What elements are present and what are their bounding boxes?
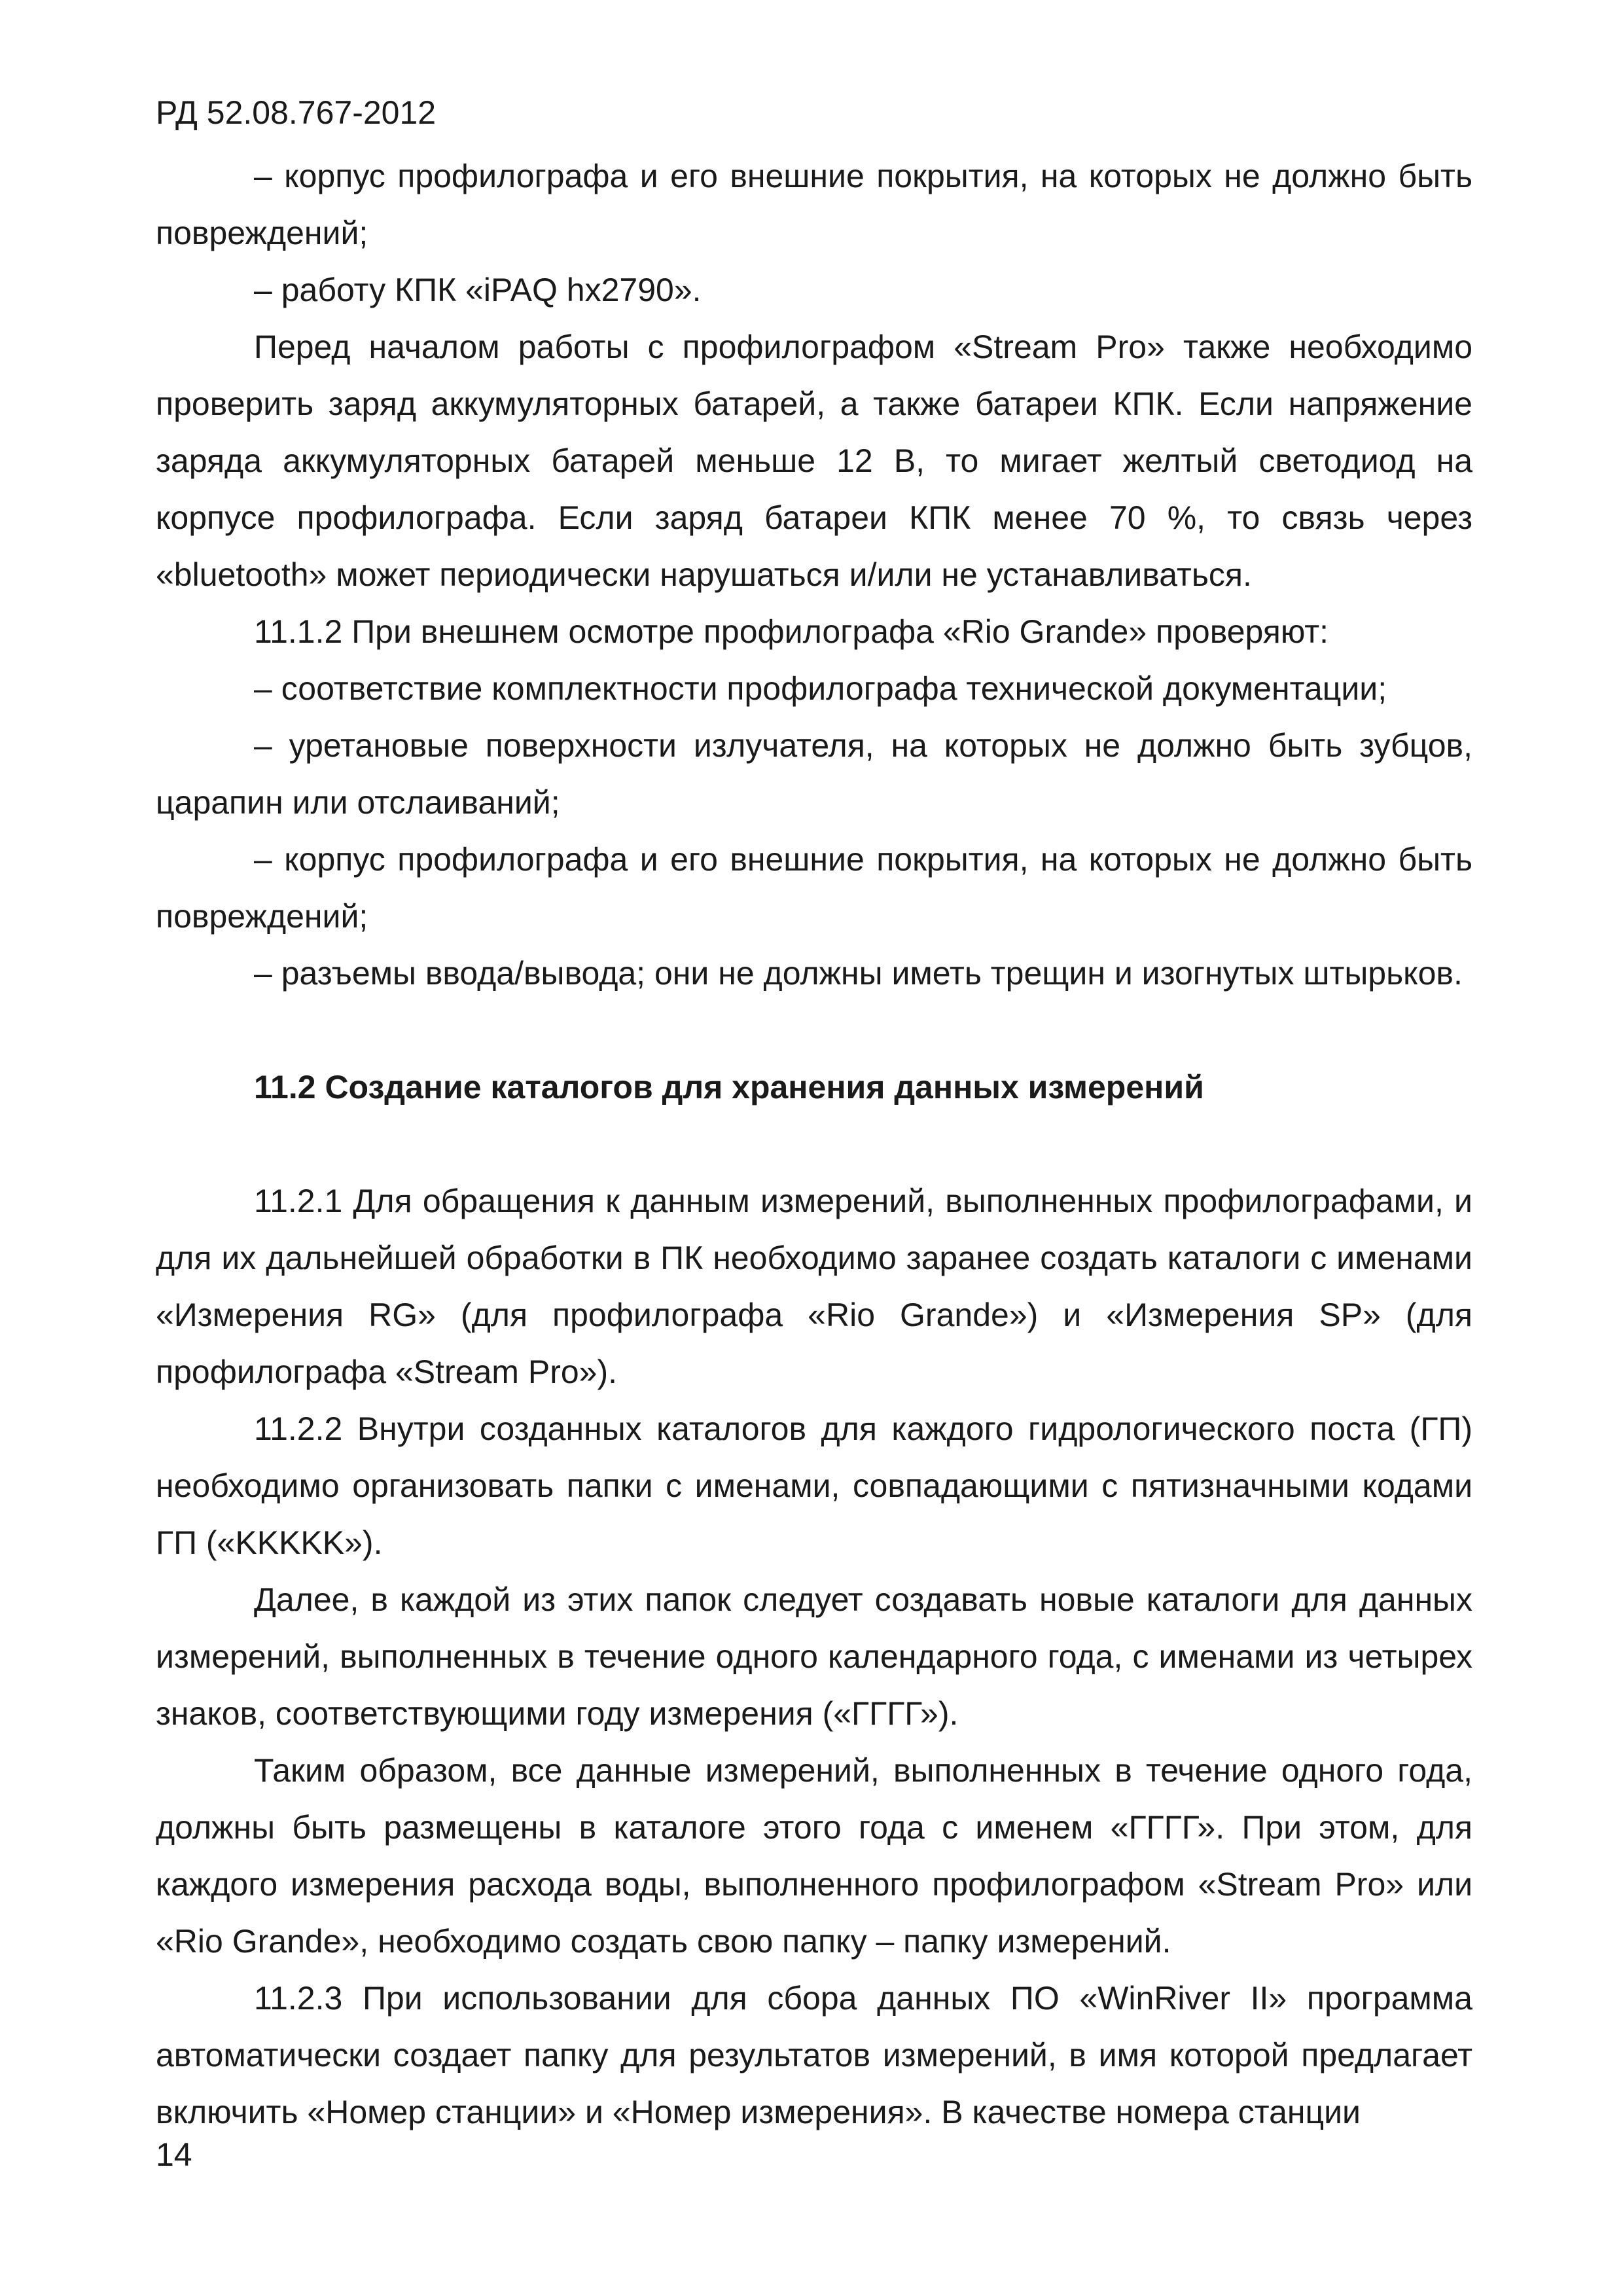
paragraph-11-2-2: 11.2.2 Внутри созданных каталогов для каждого гидрологического поста (ГП) необходимо организовать папки с именами, совпадающими с пятизначными кодами ГП («KKKKK»). (156, 1410, 1472, 1561)
paragraph-completeness: – соответствие комплектности профилографа технической документации; (254, 670, 1387, 707)
paragraph-battery-check: Перед началом работы с профилографом «Stream Pro» также необходимо проверить заряд аккумуляторных батарей, а также батареи КПК. Если напряжение заряда аккумуляторных батарей меньше 12 В, то мигает желтый светодиод на корпусе профилографа. Если заряд батареи КПК менее 70 %, то связь через «bluetooth» может периодически нарушаться и/или не устанавливаться. (156, 329, 1472, 593)
section-heading-11-2: 11.2 Создание каталогов для хранения данных измерений (254, 1069, 1204, 1105)
paragraph-housing-coatings: – корпус профилографа и его внешние покрытия, на которых не должно быть повреждений; (156, 841, 1472, 935)
document-code: РД 52.08.767-2012 (156, 94, 437, 131)
page-number: 14 (156, 2136, 192, 2173)
paragraph-11-2-1: 11.2.1 Для обращения к данным измерений, выполненных профилографами, и для их дальнейшей обработки в ПК необходимо заранее создать каталоги с именами «Измерения RG» (для профилографа «Rio Grande») и «Измерения SP» (для профилографа «Stream Pro»). (156, 1183, 1472, 1390)
paragraph-rio-grande-inspection: 11.1.2 При внешнем осмотре профилографа «Rio Grande» проверяют: (254, 613, 1329, 650)
paragraph-pda-check: – работу КПК «iPAQ hx2790». (254, 272, 702, 308)
paragraph-connectors: – разъемы ввода/вывода; они не должны иметь трещин и изогнутых штырьков. (254, 955, 1463, 992)
paragraph-year-catalogs: Далее, в каждой из этих папок следует создавать новые каталоги для данных измерений, выполненных в течение одного календарного года, с именами из четырех знаков, соответствующими году измерения («ГГГГ»). (156, 1581, 1472, 1732)
paragraph-urethane-surfaces: – уретановые поверхности излучателя, на которых не должно быть зубцов, царапин или отслаиваний; (156, 727, 1472, 821)
paragraph-measurement-folders: Таким образом, все данные измерений, выполненных в течение одного года, должны быть размещены в каталоге этого года с именем «ГГГГ». При этом, для каждого измерения расхода воды, выполненного профилографом «Stream Pro» или «Rio Grande», необходимо создать свою папку – папку измерений. (156, 1752, 1472, 1960)
paragraph-11-2-3: 11.2.3 При использовании для сбора данных ПО «WinRiver II» программа автоматически создает папку для результатов измерений, в имя которой предлагает включить «Номер станции» и «Номер измерения». В качестве номера станции (156, 1980, 1472, 2130)
document-body (156, 148, 1472, 2141)
paragraph-housing-damage: – корпус профилографа и его внешние покрытия, на которых не должно быть повреждений; (156, 158, 1472, 251)
